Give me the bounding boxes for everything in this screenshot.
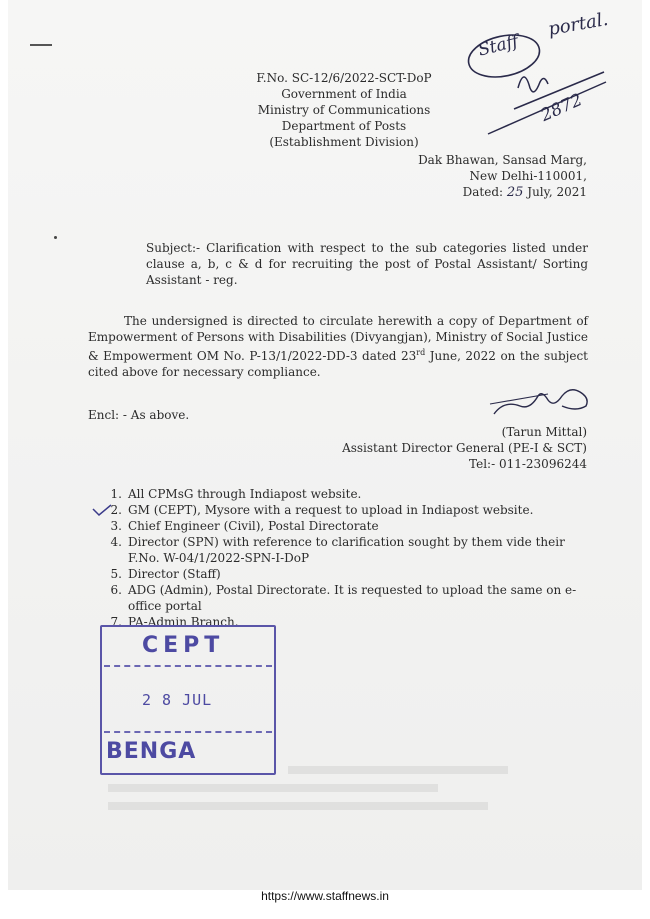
signatory-tel: Tel:- 011-23096244 <box>469 457 587 471</box>
list-item: 6. ADG (Admin), Postal Directorate. It is requested to upload the same on e-office portal <box>110 583 577 613</box>
body-sup: rd <box>416 348 426 357</box>
stamp-top-text: CEPT <box>142 633 225 658</box>
body-paragraph <box>88 313 588 380</box>
list-item: 3. Chief Engineer (Civil), Postal Directorate <box>110 519 379 533</box>
stamp-rule-top <box>104 665 272 667</box>
footer-url: https://www.staffnews.in <box>261 889 389 903</box>
document-page <box>8 0 642 890</box>
list-item: 1. All CPMsG through Indiapost website. <box>110 487 362 501</box>
signatory-designation: Assistant Director General (PE-I & SCT) <box>342 441 587 455</box>
stamp-bottom-text: BENGA <box>106 739 197 764</box>
subject-text: Clarification with respect to the sub categories listed under clause a, b, c & d for recruiting the post of Postal Assistant/ Sorting Assistant - reg. <box>146 241 588 287</box>
distribution-list <box>100 486 596 630</box>
body-text-a: The undersigned is directed to circulate herewith a copy of Department of Empowerment of Persons with Disabilities (Divyangjan), Ministry of Social Justice & Empowerment OM No. P-13/1/2022-DD-3 dated 23 <box>88 314 588 363</box>
list-item: 5. Director (Staff) <box>110 567 221 581</box>
subject-label: Subject:- <box>146 241 201 255</box>
ministry-line: Ministry of Communications <box>257 103 431 117</box>
stamp-rule-bottom <box>104 731 272 733</box>
division-line: (Establishment Division) <box>269 135 419 149</box>
enclosure: Encl: - As above. <box>88 408 190 422</box>
government-line: Government of India <box>281 87 407 101</box>
margin-mark <box>30 44 52 46</box>
dated-month-year: July, 2021 <box>527 185 587 199</box>
handwritten-annotation <box>454 14 630 144</box>
signatory-name: (Tarun Mittal) <box>501 425 587 439</box>
annotation-number: 2872 <box>537 90 586 126</box>
list-item: 4. Director (SPN) with reference to clarification sought by them vide their F.No. W-04/1/2022-SPN-I-DoP <box>110 535 565 565</box>
list-item: 7. PA-Admin Branch. <box>110 615 239 629</box>
department-line: Department of Posts <box>281 119 407 133</box>
dated-label: Dated: <box>462 185 504 199</box>
margin-dot <box>54 236 57 239</box>
file-number: F.No. SC-12/6/2022-SCT-DoP <box>256 71 432 85</box>
stamp-date: 2 8 JUL <box>142 691 213 709</box>
address-line-2: New Delhi-110001, <box>469 169 587 183</box>
body-text-b: June, 2022 on the subject cited above for necessary compliance. <box>88 349 588 379</box>
dated-line <box>463 184 587 201</box>
list-item: 2. GM (CEPT), Mysore with a request to upload in Indiapost website. <box>110 503 534 517</box>
annotation-portal-text: portal. <box>546 8 610 41</box>
subject <box>146 240 588 288</box>
bleed-through <box>108 760 568 830</box>
received-stamp <box>100 625 276 775</box>
address-line-1: Dak Bhawan, Sansad Marg, <box>418 153 587 167</box>
dated-day: 25 <box>506 185 524 200</box>
annotation-circle-text: Staff <box>476 31 521 61</box>
